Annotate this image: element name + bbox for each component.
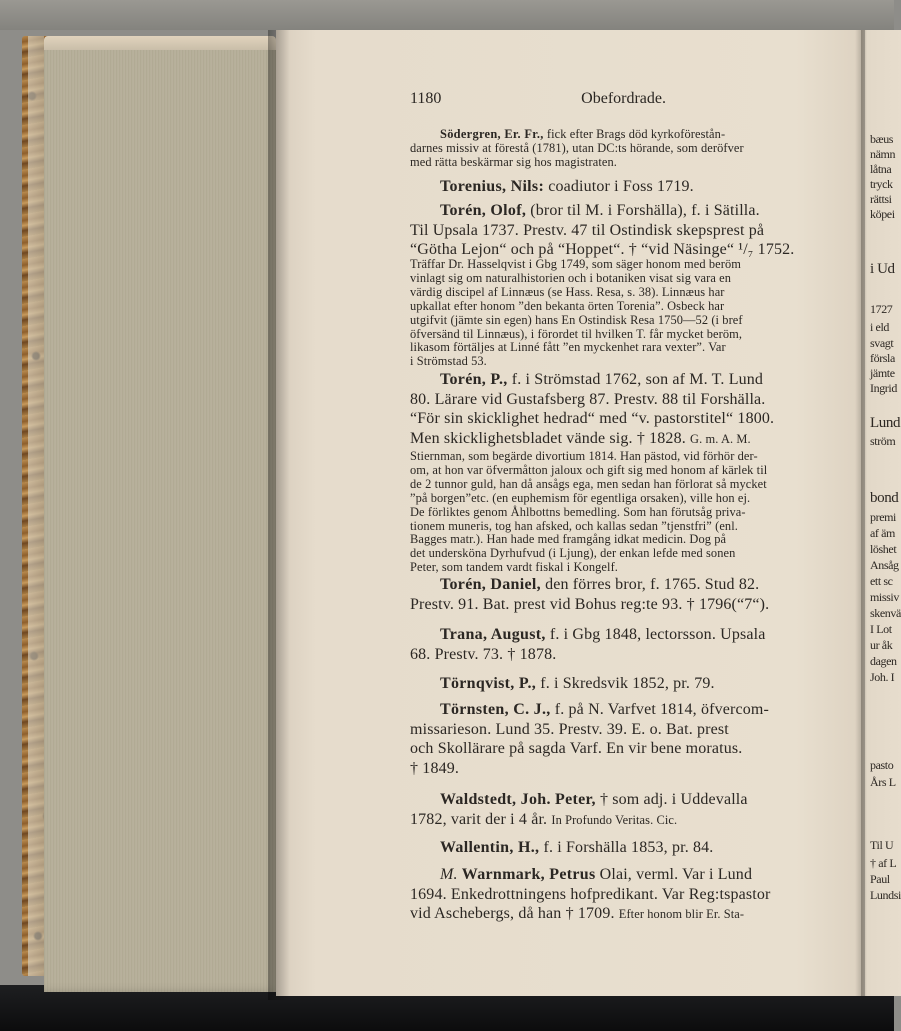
next-page-fragment: rättsi (870, 192, 892, 206)
entry-text: fick efter Brags död kyrkoförestån- (546, 127, 726, 141)
next-page-fragment: Lundsi (870, 888, 901, 902)
next-page-fragment: missiv (870, 590, 899, 604)
entry-name: Törnsten, C. J., (440, 701, 551, 718)
entry-text: † 1849. (410, 759, 460, 777)
next-page-fragment: Ingrid (870, 381, 897, 395)
next-page-fragment: svagt (870, 336, 894, 350)
page-gutter-shadow (268, 30, 290, 1000)
next-page-fragment: dagen (870, 654, 897, 668)
entry-text: Prestv. 91. Bat. prest vid Bohus reg:te 93. † 1796(“7“). (410, 595, 770, 613)
page-fold-shadow (855, 30, 865, 996)
entry-tail: Efter honom blir Er. Sta- (618, 907, 745, 922)
entry-text: f. på N. Varfvet 1814, öfvercom- (554, 701, 769, 718)
entry-sodergren (410, 128, 826, 170)
entry-text: coadiutor i Foss 1719. (548, 178, 694, 195)
note-text: likasom förtäljes at Linné fått ”en myckenhet rara vexter”. Var (410, 340, 726, 355)
entry-text: † som adj. i Uddevalla (599, 791, 748, 808)
page-block-edges (44, 40, 280, 992)
entry-tail: G. m. A. M. (690, 431, 751, 446)
next-page-fragment: Til U (870, 838, 894, 852)
entry-text: f. i Skredsvik 1852, pr. 79. (540, 675, 715, 692)
note-text: om, at hon var öfvermåtton jaloux och gift sig med honom af kärlek til (410, 462, 768, 477)
next-page-fragment: bæus (870, 132, 894, 146)
entry-name: Waldstedt, Joh. Peter, (440, 791, 596, 808)
cover-edge (28, 36, 44, 976)
entry-text: darnes missiv at förestå (1781), utan DC:ts hörande, som deröfver (410, 140, 744, 155)
note-text: vinlagt sig om naturalhistorien och i botaniken visat sig vara en (410, 270, 732, 285)
entry-text: vid Aschebergs, då han † 1709. (410, 905, 615, 923)
next-page-fragment: Lund (870, 415, 901, 431)
entry-torenius (410, 177, 826, 197)
next-page-fragment: Paul (870, 872, 890, 886)
entry-text: f. i Gbg 1848, lectorsson. Upsala (549, 626, 766, 643)
next-page-fragment: låtna (870, 162, 892, 176)
note-text: Peter, som tandem vardt fiskal i Kongelf. (410, 560, 619, 575)
note-text: upkallat efter honom ”den bekanta örten Torenia”. Osbeck har (410, 298, 725, 313)
entry-text: f. i Strömstad 1762, son af M. T. Lund (511, 371, 764, 388)
entry-trana (410, 625, 826, 664)
note-text: Träffar Dr. Hasselqvist i Gbg 1749, som säger honom med beröm (410, 257, 741, 271)
entry-wallentin (410, 838, 826, 858)
next-page-fragment: I Lot (870, 622, 892, 636)
entry-text: den förres bror, f. 1765. Stud 82. (545, 576, 760, 593)
next-page-fragment: Ansåg (870, 558, 899, 572)
entry-text: Olai, verml. Var i Lund (599, 866, 753, 883)
running-title: Obefordrade. (581, 90, 666, 107)
note-text: De förliktes genom Åhlbottns bemedling. Som han förutsåg priva- (410, 504, 746, 519)
note-text: i Strömstad 53. (410, 354, 487, 369)
note-text: de 2 tunnor guld, han då ansågs ega, men sedan han förlorat så mycket (410, 476, 767, 491)
next-page-fragment: bond (870, 490, 899, 506)
entry-toren-olof-note (410, 258, 826, 369)
page-number: 1180 (410, 90, 442, 107)
next-page-fragment: jämte (870, 366, 895, 380)
next-page-edge (861, 30, 901, 996)
entry-name: Torén, Olof, (440, 202, 527, 219)
next-page-fragment: köpei (870, 207, 895, 221)
entry-waldstedt (410, 790, 826, 829)
entry-text: Men skicklighetsbladet vände sig. † 1828. (410, 429, 686, 447)
entry-text: missarieson. Lund 35. Prestv. 39. E. o. Bat. prest (410, 720, 729, 738)
table-surface (0, 0, 894, 30)
next-page-fragment: pasto (870, 758, 894, 772)
entry-text: 1782, varit der i 4 år. (410, 810, 548, 828)
entry-toren-daniel (410, 575, 826, 614)
entry-tornsten (410, 700, 826, 778)
entry-text: “Götha Lejon“ och på “Hoppet“. † “vid Näsinge“ ¹/₇ 1752. (410, 241, 795, 259)
next-page-fragment: löshet (870, 542, 897, 556)
next-page-fragment: premi (870, 510, 896, 524)
entry-name: Torenius, Nils: (440, 178, 545, 195)
entry-name: Södergren, Er. Fr., (440, 127, 544, 141)
entry-name: Torén, Daniel, (440, 576, 541, 593)
next-page-fragment: ett sc (870, 574, 893, 588)
next-page-fragment: Joh. I (870, 670, 895, 684)
page-block-top (44, 36, 276, 50)
entry-toren-p-note (410, 450, 826, 575)
entry-tornqvist (410, 674, 826, 694)
next-page-fragment: tryck (870, 177, 893, 191)
note-text: Bagges matr.). Han hade med framgång idkat medicin. Dog på (410, 532, 727, 547)
entry-prefix: M. (440, 866, 458, 883)
entry-text: 68. Prestv. 73. † 1878. (410, 645, 557, 663)
next-page-fragment: 1727 (870, 302, 893, 316)
entry-line (410, 128, 826, 142)
entry-text: och Skollärare på sagda Varf. En vir bene moratus. (410, 740, 743, 758)
note-text: det undersköna Dyrhufvud (i Ljung), der enkan lefde med sonen (410, 546, 736, 561)
entry-tail: In Profundo Veritas. Cic. (551, 812, 678, 827)
entry-text: med rätta beskärmar sig hos magistraten. (410, 154, 618, 169)
entry-text: 80. Lärare vid Gustafsberg 87. Prestv. 88 til Forshälla. (410, 390, 766, 408)
next-page-fragment: af äm (870, 526, 895, 540)
next-page-fragment: nämn (870, 147, 896, 161)
note-text: ”på borgen”etc. (en euphemism för egentliga orsaken), ville hon ej. (410, 490, 751, 505)
entry-name: Wallentin, H., (440, 839, 540, 856)
entry-text: (bror til M. i Forshälla), f. i Sätilla. (530, 202, 760, 219)
entry-name: Torén, P., (440, 371, 508, 388)
entry-name: Warnmark, Petrus (461, 866, 596, 883)
next-page-fragment: i Ud (870, 261, 895, 277)
next-page-fragment: i eld (870, 320, 889, 334)
next-page-fragment: ström (870, 434, 896, 448)
note-text: Stiernman, som begärde divortium 1814. Han pästod, vid förhör der- (410, 449, 758, 463)
next-page-fragment: skenvä (870, 606, 901, 620)
entry-name: Trana, August, (440, 626, 546, 643)
entry-text: f. i Forshälla 1853, pr. 84. (543, 839, 714, 856)
next-page-fragment: Års L (870, 775, 896, 789)
note-text: öfversänd til Linnæus), i förordet til hvilken T. får mycket beröm, (410, 326, 743, 341)
note-text: värdig discipel af Linnæus (se Hass. Resa, s. 38). Linnæus har (410, 284, 725, 299)
entry-name: Törnqvist, P., (440, 675, 537, 692)
note-text: tionem muneris, tog han afsked, och kallas sedan ”tjenstfri” (enl. (410, 518, 738, 533)
next-page-fragment: † af L (870, 856, 897, 870)
entry-text: “För sin skicklighet hedrad“ med “v. pastorstitel“ 1800. (410, 410, 775, 428)
entry-warnmark (410, 865, 826, 924)
entry-toren-olof (410, 201, 826, 260)
next-page-fragment: försla (870, 351, 895, 365)
entry-text: Til Upsala 1737. Prestv. 47 til Ostindisk skepsprest på (410, 221, 765, 239)
entry-toren-p (410, 370, 826, 448)
note-text: utgifvit (jämte sin egen) hans En Ostindisk Resa 1750—52 (i bref (410, 312, 743, 327)
entry-text: 1694. Enkedrottningens hofpredikant. Var Reg:tspastor (410, 885, 771, 903)
next-page-fragment: ur åk (870, 638, 893, 652)
